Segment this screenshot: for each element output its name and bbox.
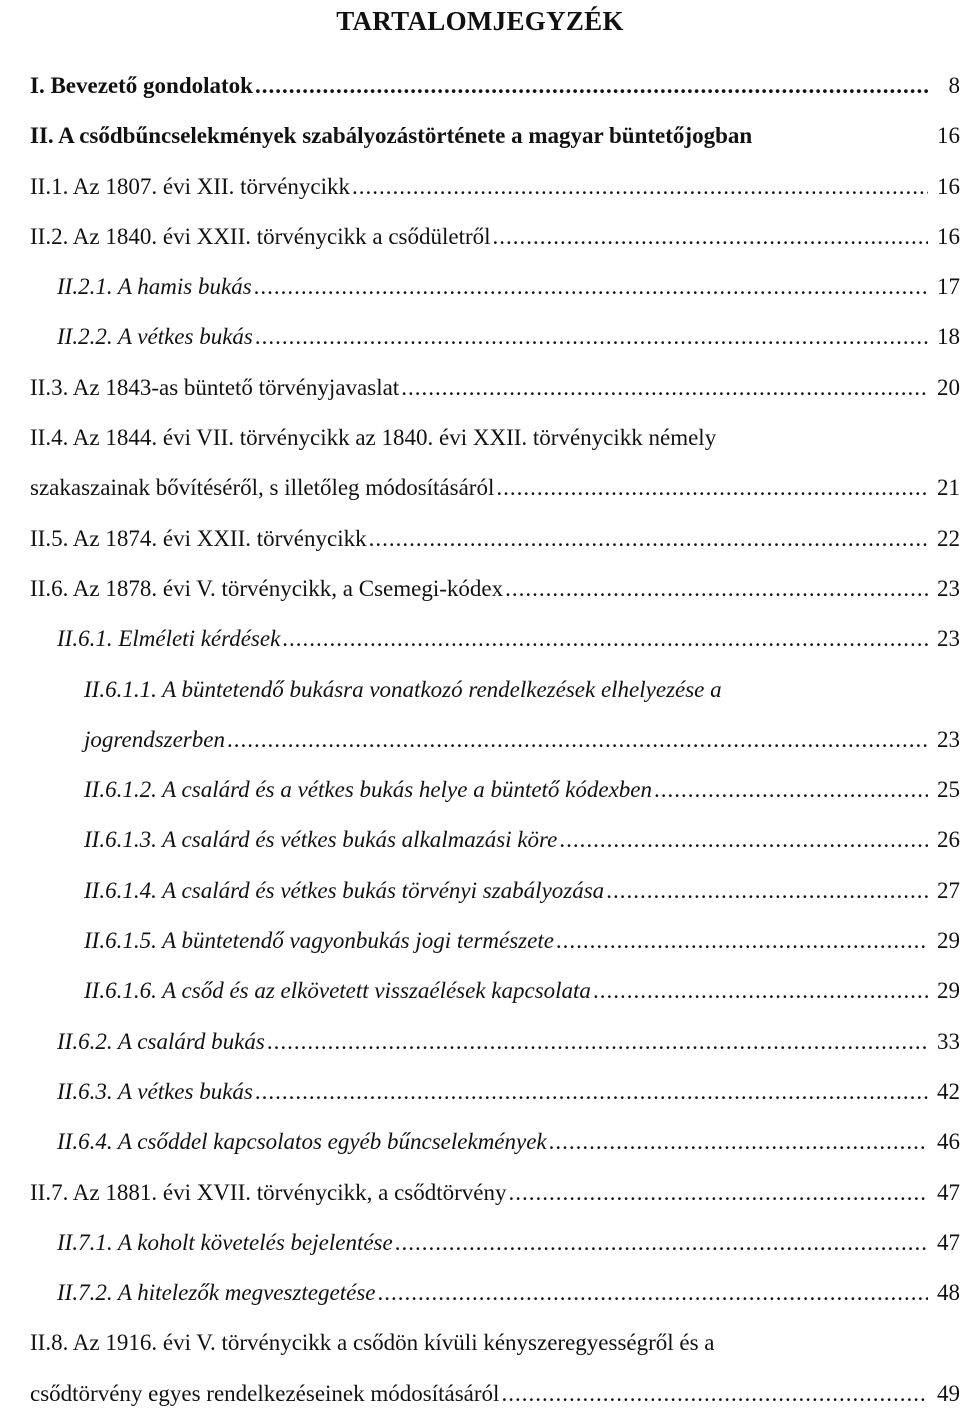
dot-leader [255, 64, 928, 108]
toc-entry-text: II.1. Az 1807. évi XII. törvénycikk [30, 173, 351, 199]
toc-entry-text: II.7.2. A hitelezők megvesztegetése [57, 1280, 376, 1306]
toc-page-number: 49 [937, 1380, 960, 1406]
toc-entry[interactable] [0, 768, 960, 818]
toc-page-number: 47 [937, 1229, 960, 1255]
toc-entry[interactable] [0, 617, 960, 667]
toc-entry[interactable] [0, 818, 960, 868]
toc-entry[interactable] [0, 416, 960, 466]
toc-entry[interactable] [0, 1321, 960, 1371]
toc-entry-text: I. Bevezető gondolatok [30, 73, 253, 98]
toc-entry-text: II.5. Az 1874. évi XXII. törvénycikk [30, 525, 367, 551]
dot-leader [267, 1020, 928, 1064]
dot-leader [559, 818, 928, 862]
toc-page-number: 23 [937, 626, 960, 652]
dot-leader [255, 315, 928, 359]
toc-entry-text: II.6.1.1. A büntetendő bukásra vonatkozó rendelkezések elhelyezése a [84, 676, 722, 702]
toc-page-number: 21 [937, 475, 960, 501]
toc-page-number: 47 [937, 1179, 960, 1205]
toc-entry-text: II.6.3. A vétkes bukás [57, 1078, 253, 1104]
toc-entry-text: II.3. Az 1843-as büntető törvényjavaslat [30, 374, 400, 400]
toc-entry[interactable] [0, 718, 960, 768]
toc-entry-text: II.6.1.3. A csalárd és vétkes bukás alkalmazási köre [84, 827, 558, 853]
toc-entry-text: II.2.1. A hamis bukás [57, 274, 252, 300]
toc-entry[interactable] [0, 1070, 960, 1120]
toc-entry[interactable] [0, 1171, 960, 1221]
toc-page-number: 16 [937, 173, 960, 199]
toc-entry[interactable] [0, 265, 960, 315]
toc-page-number: 23 [937, 575, 960, 601]
toc-entry-text: II.6.4. A csőddel kapcsolatos egyéb bűncselekmények [57, 1129, 547, 1155]
toc-page-number: 23 [937, 726, 960, 752]
dot-leader [549, 1120, 928, 1164]
toc-page-number: 22 [937, 525, 960, 551]
toc-entry-text: II.4. Az 1844. évi VII. törvénycikk az 1840. évi XXII. törvénycikk némely [30, 425, 717, 451]
toc-entry[interactable] [0, 1221, 960, 1271]
toc-entry-text: II.6.1.4. A csalárd és vétkes bukás törvényi szabályozása [84, 877, 605, 903]
toc-entry[interactable] [0, 366, 960, 416]
toc-entry[interactable] [0, 1271, 960, 1321]
toc-page-number: 27 [937, 877, 960, 903]
dot-leader [501, 1372, 928, 1416]
toc-entry[interactable] [0, 165, 960, 215]
toc-entry-text: jogrendszerben [84, 726, 225, 752]
dot-leader [556, 919, 928, 963]
toc-entry-text: II.6.2. A csalárd bukás [57, 1028, 265, 1054]
toc-page-number: 33 [937, 1028, 960, 1054]
toc-entry[interactable] [0, 1120, 960, 1170]
toc-entry-text: II.2.2. A vétkes bukás [57, 324, 253, 350]
dot-leader [606, 869, 928, 913]
toc-page-number: 26 [937, 827, 960, 853]
toc-entry-text: II.7. Az 1881. évi XVII. törvénycikk, a csődtörvény [30, 1179, 507, 1205]
dot-leader [395, 1221, 928, 1265]
dot-leader [493, 215, 928, 259]
toc-page-number: 20 [937, 374, 960, 400]
toc-entry-text: II.8. Az 1916. évi V. törvénycikk a csődön kívüli kényszeregyességről és a [30, 1330, 715, 1356]
toc-entry[interactable] [0, 114, 960, 164]
toc-entry[interactable] [0, 567, 960, 617]
toc-entry-text: II.6.1.5. A büntetendő vagyonbukás jogi természete [84, 928, 554, 954]
toc-entry[interactable] [0, 215, 960, 265]
toc-entry[interactable] [0, 969, 960, 1019]
toc-page-number: 29 [937, 928, 960, 954]
toc-page-number: 46 [937, 1129, 960, 1155]
toc-entry[interactable] [0, 1372, 960, 1422]
table-of-contents [0, 64, 960, 1422]
dot-leader [401, 366, 928, 410]
toc-entry-text: II.6.1.6. A csőd és az elkövetett visszaélések kapcsolata [84, 978, 591, 1004]
dot-leader [378, 1271, 929, 1315]
dot-leader [509, 1171, 929, 1215]
dot-leader [254, 265, 928, 309]
toc-entry-text: II.2. Az 1840. évi XXII. törvénycikk a csődületről [30, 223, 491, 249]
dot-leader [227, 718, 928, 762]
toc-page-number: 17 [937, 274, 960, 300]
toc-page-number: 16 [937, 223, 960, 249]
dot-leader [282, 617, 928, 661]
toc-entry[interactable] [0, 64, 960, 114]
dot-leader [593, 969, 928, 1013]
toc-page-number: 29 [937, 978, 960, 1004]
toc-page-number: 18 [937, 324, 960, 350]
toc-page-number: 48 [937, 1280, 960, 1306]
dot-leader [255, 1070, 928, 1114]
dot-leader [505, 567, 928, 611]
toc-entry-text: csődtörvény egyes rendelkezéseinek módosításáról [30, 1380, 500, 1406]
toc-entry[interactable] [0, 1020, 960, 1070]
toc-page-number: 25 [937, 777, 960, 803]
toc-entry[interactable] [0, 919, 960, 969]
toc-entry-text: szakaszainak bővítéséről, s illetőleg módosításáról [30, 475, 495, 501]
dot-leader [496, 466, 928, 510]
toc-entry[interactable] [0, 466, 960, 516]
dot-leader [654, 768, 928, 812]
toc-entry-text: II.7.1. A koholt követelés bejelentése [57, 1229, 393, 1255]
dot-leader [369, 517, 928, 561]
toc-entry[interactable] [0, 869, 960, 919]
toc-page-number: 42 [937, 1078, 960, 1104]
toc-entry-text: II.6.1. Elméleti kérdések [57, 626, 281, 652]
toc-entry[interactable] [0, 517, 960, 567]
toc-entry[interactable] [0, 668, 960, 718]
toc-entry[interactable] [0, 315, 960, 365]
toc-entry-text: II.6.1.2. A csalárd és a vétkes bukás helye a büntető kódexben [84, 777, 653, 803]
dot-leader [352, 165, 928, 209]
toc-title: TARTALOMJEGYZÉK [336, 6, 624, 36]
toc-entry-text: II.6. Az 1878. évi V. törvénycikk, a Csemegi-kódex [30, 575, 504, 601]
toc-page-number: 16 [937, 123, 960, 149]
toc-page-number: 8 [948, 73, 960, 98]
toc-entry-text: II. A csődbűncselekmények szabályozástörténete a magyar büntetőjogban [30, 123, 753, 149]
